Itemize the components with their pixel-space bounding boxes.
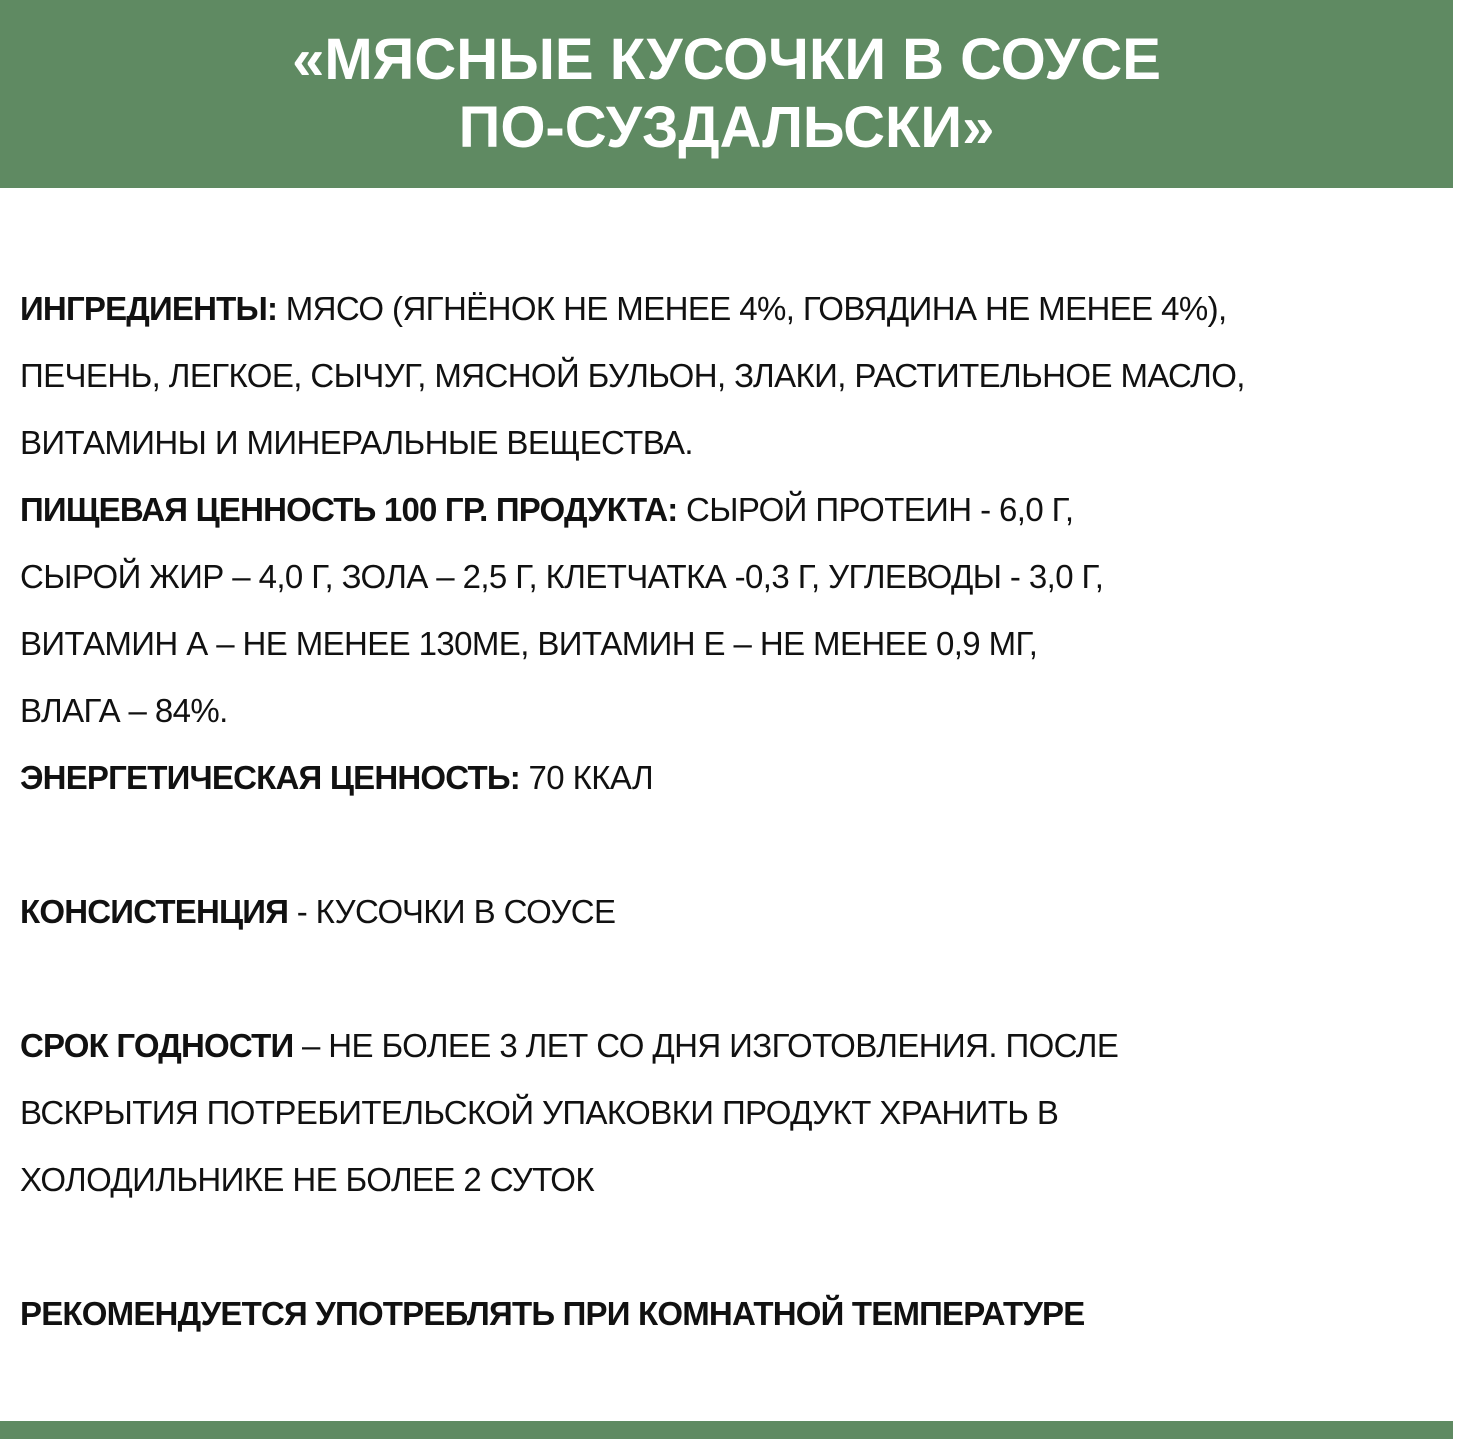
ingredients-section [20, 275, 1450, 476]
nutrition-line-3: ВИТАМИН А – НЕ МЕНЕЕ 130МЕ, ВИТАМИН Е – НЕ МЕНЕЕ 0,9 МГ, [20, 625, 1038, 662]
energy-section [20, 744, 1450, 811]
recommendation-section [20, 1280, 1450, 1347]
spacer [20, 945, 1450, 1012]
ingredients-line-2: ПЕЧЕНЬ, ЛЕГКОЕ, СЫЧУГ, МЯСНОЙ БУЛЬОН, ЗЛАКИ, РАСТИТЕЛЬНОЕ МАСЛО, [20, 357, 1245, 394]
ingredients-line-1 [20, 275, 1450, 342]
nutrition-text-1: СЫРОЙ ПРОТЕИН - 6,0 Г, [677, 491, 1074, 528]
consistency-section [20, 878, 1450, 945]
shelf-life-section [20, 1012, 1450, 1213]
consistency-line [20, 878, 1450, 945]
shelf-life-line-2: ВСКРЫТИЯ ПОТРЕБИТЕЛЬСКОЙ УПАКОВКИ ПРОДУКТ ХРАНИТЬ В [20, 1094, 1059, 1131]
consistency-label: КОНСИСТЕНЦИЯ [20, 893, 289, 930]
shelf-life-line-3: ХОЛОДИЛЬНИКЕ НЕ БОЛЕЕ 2 СУТОК [20, 1161, 594, 1198]
recommendation-text: РЕКОМЕНДУЕТСЯ УПОТРЕБЛЯТЬ ПРИ КОМНАТНОЙ ТЕМПЕРАТУРЕ [20, 1295, 1085, 1332]
consistency-value: - КУСОЧКИ В СОУСЕ [288, 893, 616, 930]
product-info [20, 275, 1450, 1347]
energy-line [20, 744, 1450, 811]
nutrition-label: ПИЩЕВАЯ ЦЕННОСТЬ 100 ГР. ПРОДУКТА: [20, 491, 678, 528]
energy-value: 70 ККАЛ [519, 759, 654, 796]
ingredients-label: ИНГРЕДИЕНТЫ: [20, 290, 278, 327]
product-title-line-2: ПО-СУЗДАЛЬСКИ» [458, 95, 995, 160]
header-band [0, 0, 1453, 188]
spacer [20, 1213, 1450, 1280]
product-title-line-1: «МЯСНЫЕ КУСОЧКИ В СОУСЕ [292, 27, 1161, 92]
ingredients-text-1: МЯСО (ЯГНЁНОК НЕ МЕНЕЕ 4%, ГОВЯДИНА НЕ МЕНЕЕ 4%), [277, 290, 1227, 327]
recommendation-line [20, 1280, 1450, 1347]
shelf-life-text-1: – НЕ БОЛЕЕ 3 ЛЕТ СО ДНЯ ИЗГОТОВЛЕНИЯ. ПОСЛЕ [293, 1027, 1119, 1064]
shelf-life-label: СРОК ГОДНОСТИ [20, 1027, 294, 1064]
product-title [292, 26, 1161, 162]
nutrition-line-2: СЫРОЙ ЖИР – 4,0 Г, ЗОЛА – 2,5 Г, КЛЕТЧАТКА -0,3 Г, УГЛЕВОДЫ - 3,0 Г, [20, 558, 1104, 595]
energy-label: ЭНЕРГЕТИЧЕСКАЯ ЦЕННОСТЬ: [20, 759, 520, 796]
footer-band [0, 1421, 1453, 1439]
nutrition-line-1 [20, 476, 1450, 543]
nutrition-section [20, 476, 1450, 744]
nutrition-line-4: ВЛАГА – 84%. [20, 692, 228, 729]
ingredients-line-3: ВИТАМИНЫ И МИНЕРАЛЬНЫЕ ВЕЩЕСТВА. [20, 424, 693, 461]
shelf-life-line-1 [20, 1012, 1450, 1079]
spacer [20, 811, 1450, 878]
